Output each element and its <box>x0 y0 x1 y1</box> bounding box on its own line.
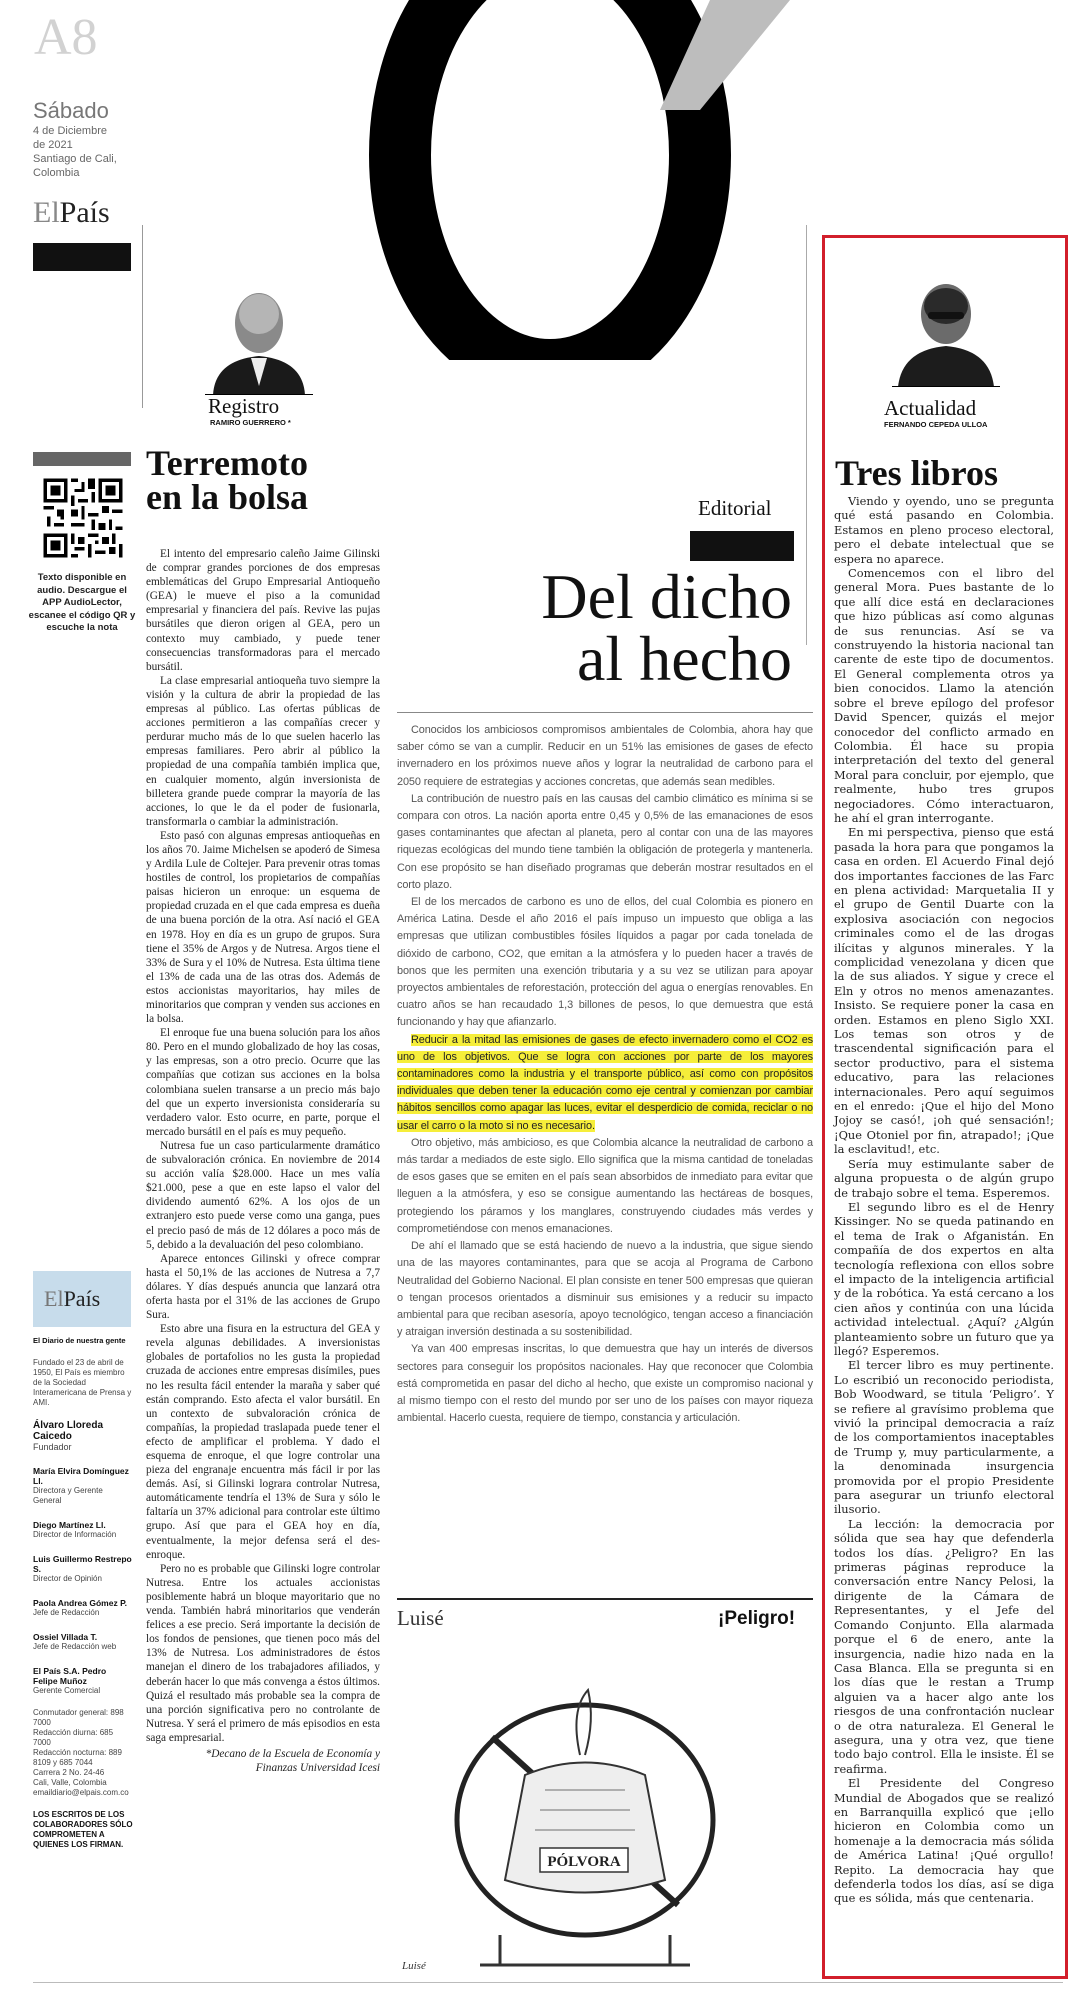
staff-name: Ossiel Villada T. <box>33 1632 98 1642</box>
editorial-title <box>440 561 792 694</box>
actualidad-paragraph: El tercer libro es muy pertinente. Lo escribió un reconocido periodista, Bob Woodward, se titula ‘Peligro’. Y se refiere al gravísimo problema que vivió la principal democracia a raíz de los comportamientos inaceptables de Trump y, muy particularmente, a la denominada insurgencia promovida por el propio Presidente para asegurar un triunfo electoral ilusorio. <box>834 1358 1054 1517</box>
staff-entry <box>33 1554 133 1584</box>
editorial-paragraph: Ya van 400 empresas inscritas, lo que demuestra que hay un interés de diversos sectores para conseguir los propósitos nacionales. Hay que reconocer que Colombia está comprometida en pasar del dicho al hecho, que existe un compromiso nacional y al mismo tiempo con el resto del mundo por ser uno de los países con mayor riqueza ambiental. Hacerlo cuesta, requiere de tiempo, constancia y articulación. <box>397 1343 813 1425</box>
registro-paragraph: Esto abre una fisura en la estructura del GEA y revela algunas debilidades. A inversionistas globales de portafolios no les gusta la propiedad cruzada de acciones entre empresas disímiles, pues no les resulta fácil entender la maraña y saber qué están comprando. Esto afecta el valor bursátil. En un contexto de subvaloración crónica de compañías, la propiedad traslapada puede tener el efecto de amplificar el problema. Y dado el esquema de enroque, el que logre controlar una pieza del engranaje encuentra más fácil ir por las demás. Así, si Gilinski lograra controlar Nutresa, automáticamente tendría el 13% de Sura y sólo le faltaría un 37% adicional para controlar este último grupo. Así que para el GEA hoy en día, eventualmente, la mejor defensa será el des-enroque. <box>146 1323 380 1561</box>
masthead-el: El <box>44 1286 64 1311</box>
editorial-label: Editorial <box>698 496 772 520</box>
footnote-line2: Finanzas Universidad Icesi <box>255 1762 380 1775</box>
brand-logo <box>33 196 110 230</box>
actualidad-paragraph: Comencemos con el libro del general Mora. Pues bastante de lo que allí dice está en declaraciones que hizo públicas así como algunas de sus renuncias. Así se va construyendo la historia nacional tan carente de este tipo de documentos. El General complementa otros ya bien conocidos. Llamo la atención sobre el breve epílogo del profesor David Spencer, quizás el mejor conocedor del conflicto armado en Colombia. Él hace su propia interpretación del texto del general Moral para concluir, por ejemplo, que realmente, hubo tres grupos negociadores. Cómo interactuaron, he ahí el gran interrogante. <box>834 566 1054 825</box>
big-o-ring <box>400 0 700 360</box>
editorial-paragraph: La contribución de nuestro país en las causas del cambio climático es mínima si se compara con otros. La nación aporta entre 0,45 y 0,5% de las emanaciones de esos gases contaminantes que afectan al planeta, pero al contar con una de las mayores riquezas ecológicas del mundo tiene también la obligación de protegerla y mantenerla. Con ese propósito se han diseñado programas que deberán mostrar resultados en el corto plazo. <box>397 792 813 891</box>
fuse-icon <box>576 1690 590 1755</box>
staff-role: Directora y Gerente General <box>33 1486 103 1505</box>
registro-paragraph: El enroque fue una buena solución para los años 80. Pero en el mundo globalizado de hoy las cosas, y las empresas, son a otro precio. Ocurre que las compañías que cotizan sus acciones en la bolsa colombiana suelen transarse a un precio más bajo del que un experto inversionista consideraría su verdadero valor. Esto ocurre, en parte, porque el mercado bursátil en el país es muy pequeño. <box>146 1027 380 1138</box>
staff-entry <box>33 1466 133 1506</box>
staff-entry <box>33 1632 133 1652</box>
masthead-logo <box>44 1286 100 1312</box>
actualidad-paragraph: El Presidente del Congreso Mundial de Abogados que se realizó en Barranquilla explicó que ¡ello hicieron en Colombia como un homenaje a la democracia más sólida de América Latina! ¡Qué orgullo! Repito. La democracia hay que defenderla todos los días, así se diga que es sólida, más que centenaria. <box>834 1776 1054 1906</box>
registro-footnote <box>146 1747 380 1775</box>
actualidad-section: Actualidad <box>884 396 977 420</box>
masthead-founded: Fundado el 23 de abril de 1950, El País es miembro de la Sociedad Interamericana de Prensa y AMI. <box>33 1358 132 1407</box>
staff-role: Jefe de Redacción <box>33 1608 100 1617</box>
actualidad-paragraph: Viendo y oyendo, uno se pregunta qué está pasando en Colombia. Estamos en pleno proceso electoral, pero el debate intelectual que se espera no aparece. <box>834 494 1054 566</box>
staff-role: Fundador <box>33 1442 72 1452</box>
staff-name: Paola Andrea Gómez P. <box>33 1598 128 1608</box>
registro-title <box>146 443 396 517</box>
registro-title-line2: en la bolsa <box>146 477 309 517</box>
big-letter-o-graphic <box>360 0 820 360</box>
cartoon-top-rule <box>397 1598 813 1600</box>
masthead-pais: País <box>63 1286 101 1311</box>
highlighted-text: Reducir a la mitad las emisiones de gases de efecto invernadero como el CO2 es uno de los objetivos. Que se logra con acciones por parte de los mayores contaminadores como la industria y el transporte público, así como con propósitos individuales que deben tener la educación como eje central y comienzan por cambiar hábitos sencillos como apagar las luces, evitar el desperdicio de comida, reciclar o no usar el carro o la moto si no es necesario. <box>397 1033 813 1132</box>
page-number: A8 <box>34 9 98 66</box>
cartoon-title: ¡Peligro! <box>718 1608 796 1629</box>
staff-entry <box>33 1520 133 1540</box>
actualidad-author: FERNANDO CEPEDA ULLOA <box>884 420 988 429</box>
actualidad-paragraph: El segundo libro es el de Henry Kissinger. No se queda patinando en el tema de Irak o Afganistán. En compañía de dos expertos en alta tecnología reflexiona con ellos sobre el impacto de la inteligencia artificial y de la robótica. Ya está cercano a los cien años y continúa con una lúcida actividad intelectual. ¿Aquí? ¿Algún planteamiento sobre un futuro que ya llegó? Esperemos. <box>834 1199 1054 1358</box>
registro-paragraph: Nutresa fue un caso particularmente dramático de subvaloración crónica. En noviembre de 2014 su acción valía $28.000. Hace un mes valía $21.000, pese a que en este lapso el valor del dividendo aumentó 62%. A los ojos de un extranjero esto puede verse como una ganga, pues el precio pasó de más de 12 dólares a poco más de 5, debido a la devaluación del peso colombiano. <box>146 1139 380 1251</box>
cartoon-drawing <box>420 1680 750 1970</box>
staff-name: El País S.A. Pedro Felipe Muñoz <box>33 1666 107 1686</box>
editorial-paragraph: El de los mercados de carbono es uno de ellos, del cual Colombia es pionero en América Latina. Desde el año 2016 el país impuso un impuesto que obliga a las empresas que utilizan combustibles fósiles líquidos a pagar por cada tonelada de dióxido de carbono, CO2, que emitan a la atmósfera y lo pueden hacer a través de bonos que les permiten una exención tributaria y a su vez se utilizan para apoyar proyectos ambientales de reforestación, protección del agua o energías renovables. En cuatro años se han recaudado 1,3 billones de pesos, lo que demuestra que está funcionando y hay que afianzarlo. <box>397 896 813 1029</box>
registro-paragraph: Esto pasó con algunas empresas antioqueñas en los años 70. Jaime Michelsen se apoderó de Simesa y Ardila Lule de Coltejer. Para prevenir otras tomas hostiles de control, los propietarios de compañías paisas hicieron un enroque: un esquema de propiedad cruzada en el que cada empresa es dueña de una buena porción de la otra. Así nació el GEA en 1978. Hoy en día es un grupo de grupos. Sura tiene el 35% de Argos y de Nutresa. Argos tiene el 33% de Sura y el 10% de Nutresa. Esta última tiene el 13% de cada una de las otras dos. Además de estos accionistas mayoritarios, hay miles de minoritarios que compran y venden sus acciones en la bolsa. <box>146 829 380 1026</box>
firework-box <box>505 1763 665 1893</box>
editorial-rule <box>806 225 807 645</box>
date-country: Colombia <box>33 167 80 179</box>
editorial-paragraph-highlighted <box>397 1032 813 1135</box>
editorial-title-line2: al hecho <box>577 623 792 694</box>
staff-name: María Elvira Domínguez Ll. <box>33 1466 129 1486</box>
actualidad-paragraph: En mi perspectiva, pienso que está pasada la hora para que pongamos la casa en orden. El Acuerdo Final dejó dos importantes facciones de las Farc en plena actividad: Marquetalia II y el grupo de Gentil Duarte con la explosiva asociación con negocios criminales como el de las drogas ilícitas y algunos minerales. Y la complicidad venezolana y dicen que la de sus aliados. Y sigue y crece el Eln y otros no menos amenazantes. Insisto. Se requiere poner la casa en orden. Estamos en pleno Siglo XXI. Los temas son otros y de trascendental significación para el sector productivo, para el sistema educativo, para las relaciones internacionales. Pero aquí seguimos en el enredo: ¡Que el hijo del Mono Jojoy se casó!, ¡oh qué sensación!; ¡Que Otoniel por fin, atrapado!; ¡Que la esclavitud!, etc. <box>834 825 1054 1157</box>
masthead-disclaimer: LOS ESCRITOS DE LOS COLABORADORES SÓLO COMPROMETEN A QUIENES LOS FIRMAN. <box>33 1810 133 1849</box>
page-bottom-rule <box>33 1982 1063 1983</box>
black-bar <box>33 243 131 271</box>
editorial-paragraph: Otro objetivo, más ambicioso, es que Colombia alcance la neutralidad de carbono a más tardar a mediados de este siglo. Ello significa que la misma cantidad de toneladas de esos gases que se emiten en el país sean absorbidos de inmediato para evitar que lleguen a la atmósfera, y eso se consigue aumentando las hectáreas de bosques, protegiendo los páramos y los manglares, construyendo ciudades más verdes y comprometiéndose con menos emanaciones. <box>397 1136 813 1235</box>
registro-paragraph: El intento del empresario caleño Jaime Gilinski de comprar grandes porciones de dos empresas emblemáticas del Grupo Empresarial Antioqueño (GEA) le mueve el piso a la comunidad empresarial y financiera del país. Revive las pujas bursátiles que dieron origen al GEA, pero un contexto muy cambiado, y puede tener consecuencias transformadoras para el mercado bursátil. <box>146 548 380 673</box>
masthead-tagline: El Diario de nuestra gente <box>33 1336 126 1345</box>
registro-title-line1: Terremoto <box>146 443 308 483</box>
staff-name: Luis Guillermo Restrepo S. <box>33 1554 132 1574</box>
date-day: Sábado <box>33 98 109 123</box>
sign-post <box>480 1935 690 1965</box>
registro-body <box>146 547 380 1775</box>
staff-entry <box>33 1420 133 1452</box>
staff-role: Director de Opinión <box>33 1574 102 1583</box>
date-city: Santiago de Cali, <box>33 153 117 165</box>
author-photo-guerrero <box>205 268 313 395</box>
registro-author: RAMIRO GUERRERO * <box>210 418 291 427</box>
cartoon-artist: Luisé <box>397 1606 444 1630</box>
staff-name: Diego Martínez Ll. <box>33 1520 106 1530</box>
editorial-paragraph: Conocidos los ambiciosos compromisos ambientales de Colombia, ahora hay que saber cómo se van a cumplir. Reducir en un 51% las emisiones de gases de efecto invernadero en los próximos nueve años y lograr la neutralidad de carbono para el 2050 requiere de estrategias y acciones concretas, que además sean medibles. <box>397 724 813 788</box>
actualidad-paragraph: La lección: la democracia por sólida que sea hay que defenderla todos los días. ¿Peligro? En las primeras páginas reproduce la conversación entre Nancy Pelosi, la dirigente de la Cámara de Representantes, y el Jefe del Comando Conjunto. Ella alarmada porque el 6 de enero, ante la insurgencia, nadie hizo nada en la Casa Blanca. Ella se pregunta si en los días que le restan a Trump alguien va a hacer algo ante los riesgos de una confrontación nuclear o de otra naturaleza. El General le asegura, una y otra vez, que tiene todo bajo control. Ella le insiste. Él se reafirma. <box>834 1516 1054 1776</box>
brand-el: El <box>33 196 60 229</box>
column-rule <box>142 225 143 408</box>
date-full: 4 de Diciembre <box>33 125 107 137</box>
staff-entry <box>33 1666 133 1696</box>
qr-top-bar <box>33 452 131 466</box>
editorial-black-bar <box>690 531 794 561</box>
staff-role: Jefe de Redacción web <box>33 1642 117 1651</box>
footnote-line1: *Decano de la Escuela de Economía y <box>205 1747 380 1760</box>
registro-paragraph: Pero no es probable que Gilinski logre controlar Nutresa. Entre los actuales accionistas posiblemente habrá un bloque mayoritario que no venda. También habrá minoritarios que venderán felices a ese precio. Será importante la decisión de los fondos de pensiones, que tienen poco más del 13% de Nutresa. Los administradores de éstos manejan el dinero de los trabajadores afiliados, y deberán hacer lo que más convenga a éstos últimos. Quizá el resultado más probable sea la compra de una porción significativa pero no controlante de Nutresa. Y será el primero de más episodios en esta saga empresarial. <box>146 1562 380 1744</box>
staff-role: Gerente Comercial <box>33 1686 101 1695</box>
registro-paragraph: La clase empresarial antioqueña tuvo siempre la visión y la cultura de abrir la propiedad de las empresas al público. Las ofertas públicas de acciones permitieron a las compañías crecer y perdurar mucho más de lo que suelen hacerlo las empresas familiares. Pero abrir al público la propiedad de una compañía también implica que, en cualquier momento, algún inversionista de billetera grande puede comprar la mayoría de las acciones, lo que le da el poder de fusionarla, transformarla o cambiar la administración. <box>146 674 380 828</box>
date-block <box>33 124 117 180</box>
actualidad-body <box>834 494 1054 1906</box>
date-year: de 2021 <box>33 139 73 151</box>
staff-role: Director de Información <box>33 1530 117 1539</box>
actualidad-title: Tres libros <box>835 453 999 493</box>
cartoon-signature: Luisé <box>402 1960 426 1972</box>
qr-code-image[interactable] <box>40 475 126 561</box>
masthead <box>33 1336 133 1850</box>
qr-caption: Texto disponible en audio. Descargue el APP AudioLector, escanee el código QR y escuche la nota <box>28 572 136 634</box>
actualidad-paragraph: Sería muy estimulante saber de alguna propuesta o de algún grupo de trabajo sobre el tema. Esperemos. <box>834 1156 1054 1200</box>
registro-section: Registro <box>208 394 280 418</box>
brand-pais: País <box>59 196 110 229</box>
author-photo-cepeda <box>892 262 1000 387</box>
staff-name: Álvaro Lloreda Caicedo <box>33 1420 104 1442</box>
cartoon-box-word: PÓLVORA <box>547 1854 621 1870</box>
editorial-paragraph: De ahí el llamado que se está haciendo de nuevo a la industria, que sigue siendo una de las mayores contaminantes, para que se acoja al Programa de Carbono Neutralidad del Gobierno Nacional. El plan consiste en tener 500 empresas que quieran o tengan procesos orientados a disminuir sus emisiones y a reducir su impacto ambiental para que reciban asesoría, apoyo tecnológico, tengan acceso a financiación y atraigan inversión destinada a su sostenibilidad. <box>397 1240 813 1339</box>
masthead-contact: Conmutador general: 898 7000 Redacción diurna: 685 7000 Redacción nocturna: 889 8109 y 685 7044 Carrera 2 No. 24-46 Cali, Valle, Colombia emaildiario@elpais.com.co <box>33 1708 129 1797</box>
registro-paragraph: Aparece entonces Gilinski y ofrece comprar hasta el 50,1% de las acciones de Nutresa a 7,7 dólares. Y días después anuncia que lanzará otra oferta hasta por el 31% de las acciones de Grupo Sura. <box>146 1252 380 1322</box>
staff-entry <box>33 1598 133 1618</box>
editorial-title-rule <box>397 712 813 713</box>
editorial-title-line1: Del dicho <box>541 561 792 632</box>
editorial-body <box>397 722 813 1427</box>
